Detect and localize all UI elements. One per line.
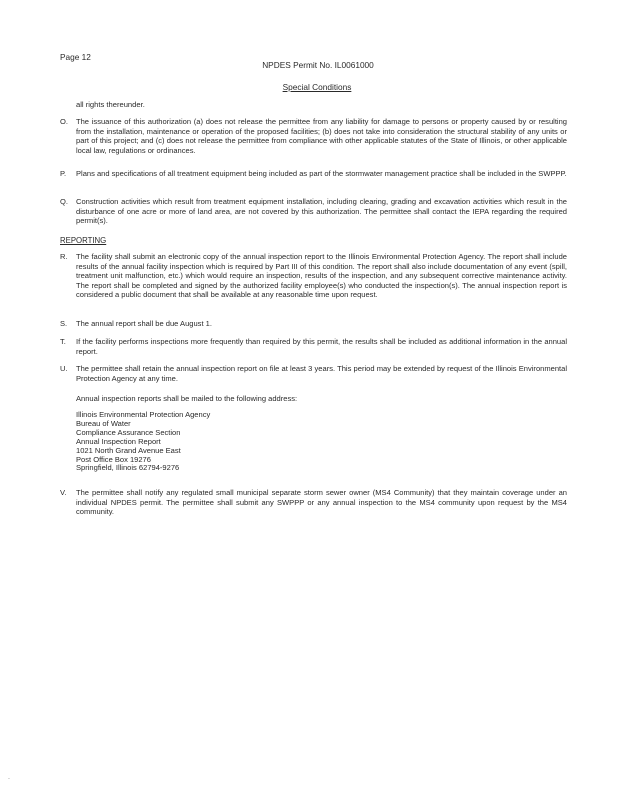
condition-letter: V.: [60, 488, 67, 497]
condition-item-o: [60, 117, 567, 155]
address-line: Post Office Box 19276: [76, 454, 151, 464]
condition-letter: T.: [60, 337, 66, 346]
condition-text: The permittee shall notify any regulated small municipal separate storm sewer owner (MS4 Community) that they maintain coverage under an individual NPDES permit. The permittee shall submit any SWPPP or any annual inspection to the MS4 community upon request by the MS4 community.: [76, 488, 567, 517]
scan-mark: .: [8, 774, 10, 781]
continuation-text: all rights thereunder.: [76, 100, 145, 109]
condition-item-s: [60, 319, 567, 329]
condition-letter: Q.: [60, 197, 68, 206]
condition-text: If the facility performs inspections more frequently than required by this permit, the results shall be included as additional information in the annual report.: [76, 337, 567, 356]
condition-item-v: [60, 488, 567, 517]
condition-text: The issuance of this authorization (a) does not release the permittee from any liability for damage to persons or property caused by or resulting from the installation, maintenance or operation of the proposed facilities; (b) does not take into consideration the structural stability of any units or part of this project; and (c) does not release the permittee from compliance with other applicable statutes of the State of Illinois, or other applicable local law, regulations or ordinances.: [76, 117, 567, 155]
condition-letter: O.: [60, 117, 68, 126]
condition-letter: R.: [60, 252, 68, 261]
condition-letter: S.: [60, 319, 68, 328]
address-line: Springfield, Illinois 62794-9276: [76, 463, 180, 473]
condition-letter: P.: [60, 169, 67, 178]
permit-number: NPDES Permit No. IL0061000: [262, 60, 374, 70]
page-title: Special Conditions: [282, 82, 352, 92]
address-line: Compliance Assurance Section: [76, 427, 181, 437]
condition-text: Construction activities which result from treatment equipment installation, including clearing, grading and excavation activities which result in the disturbance of one acre or more of land area, are not covered by this authorization. The permittee shall contact the IEPA regarding the required permit(s).: [76, 197, 567, 226]
mailing-address: [76, 411, 210, 473]
address-line: Bureau of Water: [76, 418, 131, 428]
condition-item-t: [60, 337, 567, 356]
condition-text: The facility shall submit an electronic copy of the annual inspection report to the Illinois Environmental Protection Agency. The report shall include results of the annual facility inspection which is required by Part III of this condition. The report shall also include documentation of any event (spill, treatment unit malfunction, etc.) which would require an inspection, results of the inspection, and any subsequent corrective maintenance activity. The report shall be completed and signed by the authorized facility employee(s) who conducted the inspection(s). The annual inspection report is considered a public document that shall be available at any reasonable time upon request.: [76, 252, 567, 300]
page-number: Page 12: [60, 52, 91, 62]
address-intro: Annual inspection reports shall be mailed to the following address:: [76, 394, 298, 403]
condition-text: The annual report shall be due August 1.: [76, 319, 212, 328]
condition-item-r: [60, 252, 567, 300]
address-line: 1021 North Grand Avenue East: [76, 445, 181, 455]
condition-text: The permittee shall retain the annual inspection report on file at least 3 years. This period may be extended by request of the Illinois Environmental Protection Agency at any time.: [76, 364, 567, 383]
condition-letter: U.: [60, 364, 68, 373]
address-line: Illinois Environmental Protection Agency: [76, 410, 211, 419]
address-line: Annual Inspection Report: [76, 436, 161, 446]
condition-item-p: [60, 169, 567, 179]
section-heading-reporting: REPORTING: [60, 236, 107, 245]
condition-text: Plans and specifications of all treatment equipment being included as part of the stormwater management practice shall be included in the SWPPP.: [76, 169, 567, 178]
condition-item-u: [60, 364, 567, 383]
condition-item-q: [60, 197, 567, 226]
